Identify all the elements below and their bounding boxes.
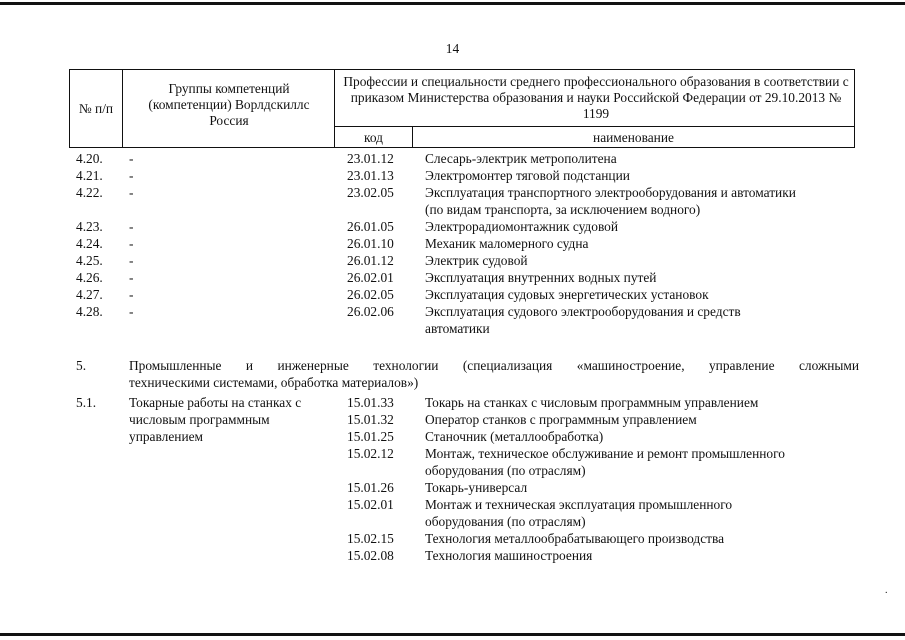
- row-group: -: [129, 236, 134, 251]
- row-code: 23.01.13: [347, 168, 394, 183]
- page-number: 14: [445, 41, 460, 56]
- row-name: Токарь-универсал: [425, 480, 528, 495]
- row-code: 26.02.05: [347, 287, 394, 302]
- row-name: Эксплуатация внутренних водных путей: [425, 270, 657, 285]
- row-name-continuation: (по видам транспорта, за исключением водного): [425, 202, 701, 217]
- header-group: Группы компетенций (компетенции) Ворлдскиллс Россия: [148, 81, 310, 128]
- row-name: Слесарь-электрик метрополитена: [425, 151, 617, 166]
- row-name: Электрик судовой: [425, 253, 528, 268]
- row-name: Электромонтер тяговой подстанции: [425, 168, 630, 183]
- row-name: Технология машиностроения: [425, 548, 593, 563]
- row-name: Эксплуатация транспортного электрооборудования и автоматики: [425, 185, 796, 200]
- row-name: Монтаж и техническая эксплуатация промышленного: [425, 497, 733, 512]
- row-code: 15.02.08: [347, 548, 394, 563]
- row-name: Технология металлообрабатывающего производства: [425, 531, 725, 546]
- row-group-line: числовым программным: [129, 412, 270, 427]
- header-num: № п/п: [78, 100, 114, 116]
- header-name: наименование: [593, 129, 674, 145]
- row-code: 15.01.33: [347, 395, 394, 410]
- row-code: 26.02.01: [347, 270, 394, 285]
- row-name: Монтаж, техническое обслуживание и ремонт промышленного: [425, 446, 785, 461]
- row-code: 26.01.12: [347, 253, 394, 268]
- row-num: 4.21.: [76, 168, 103, 183]
- row-num: 4.20.: [76, 151, 103, 166]
- row-name: Эксплуатация судовых энергетических установок: [425, 287, 709, 302]
- row-code: 26.01.05: [347, 219, 394, 234]
- row-group: -: [129, 270, 134, 285]
- row-name: Станочник (металлообработка): [425, 429, 604, 444]
- row-code: 23.02.05: [347, 185, 394, 200]
- row-name: Электрорадиомонтажник судовой: [425, 219, 619, 234]
- row-num: 4.26.: [76, 270, 103, 285]
- row-group: -: [129, 219, 134, 234]
- row-name: Токарь на станках с числовым программным управлением: [425, 395, 759, 410]
- row-group-line: Токарные работы на станках с: [129, 395, 302, 410]
- header-divider: [122, 69, 123, 148]
- row-code: 26.01.10: [347, 236, 394, 251]
- row-code: 15.02.01: [347, 497, 394, 512]
- row-group: -: [129, 253, 134, 268]
- row-num: 4.23.: [76, 219, 103, 234]
- row-code: 15.02.12: [347, 446, 394, 461]
- header-professions: Профессии и специальности среднего профессионального образования в соответствии с приказом Министерства образования и науки Российской Федерации от 29.10.2013 № 1199: [343, 74, 849, 121]
- section-num: 5.: [76, 358, 87, 373]
- row-code: 26.02.06: [347, 304, 394, 319]
- row-num: 4.27.: [76, 287, 103, 302]
- header-code: код: [364, 129, 383, 145]
- row-num: 4.22.: [76, 185, 103, 200]
- row-group: -: [129, 304, 134, 319]
- section-title: Промышленные и инженерные технологии (специализация «машиностроение, управление сложными: [129, 358, 859, 373]
- row-code: 23.01.12: [347, 151, 394, 166]
- row-code: 15.01.25: [347, 429, 394, 444]
- row-name-continuation: оборудования (по отраслям): [425, 514, 586, 529]
- row-num: 5.1.: [76, 395, 97, 410]
- row-code: 15.02.15: [347, 531, 394, 546]
- row-code: 15.01.26: [347, 480, 394, 495]
- row-num: 4.28.: [76, 304, 103, 319]
- row-name-continuation: оборудования (по отраслям): [425, 463, 586, 478]
- section-title-continuation: техническими системами, обработка материалов»): [129, 375, 419, 390]
- row-group-line: управлением: [129, 429, 204, 444]
- row-group: -: [129, 151, 134, 166]
- row-code: 15.01.32: [347, 412, 394, 427]
- bottom-border-rule: [0, 633, 905, 636]
- row-group: -: [129, 168, 134, 183]
- row-name: Оператор станков с программным управлением: [425, 412, 697, 427]
- top-border-rule: [0, 2, 905, 5]
- row-name: Эксплуатация судового электрооборудования и средств: [425, 304, 741, 319]
- scan-mark: .: [885, 585, 888, 596]
- row-num: 4.24.: [76, 236, 103, 251]
- row-group: -: [129, 185, 134, 200]
- row-name: Механик маломерного судна: [425, 236, 589, 251]
- row-name-continuation: автоматики: [425, 321, 490, 336]
- row-group: -: [129, 287, 134, 302]
- row-num: 4.25.: [76, 253, 103, 268]
